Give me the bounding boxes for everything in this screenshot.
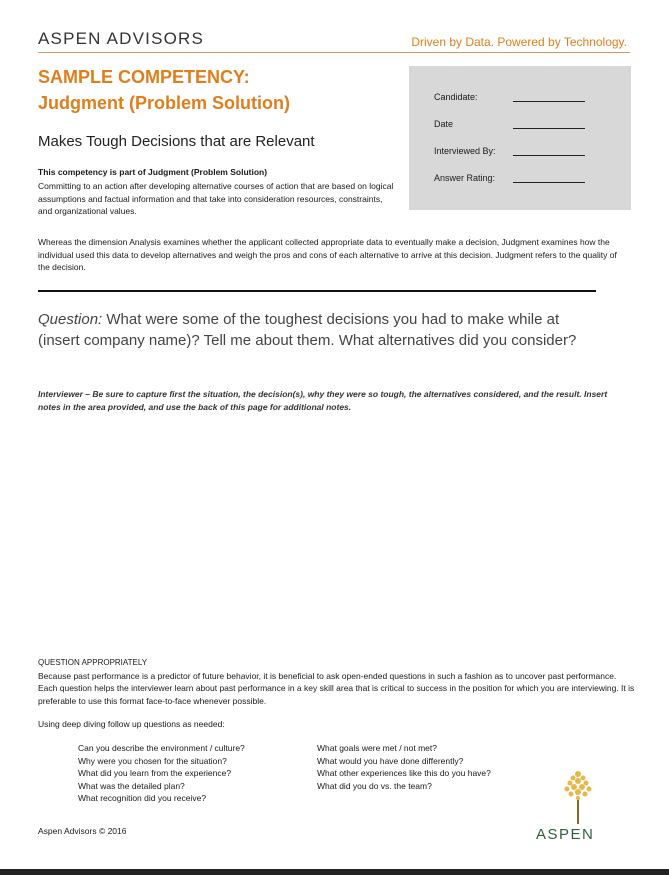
list-item: What would you have done differently? xyxy=(317,755,464,766)
candidate-field[interactable] xyxy=(513,101,585,102)
competency-description: Committing to an action after developing alternative courses of action that are based on logical assumptions and factual information and that take into consideration resources, constraints, and organizational values. xyxy=(38,181,394,217)
question-text: What were some of the toughest decisions you had to make while at (insert company name)? Tell me about them. What alternatives did you consider? xyxy=(38,311,577,349)
analysis-paragraph: Whereas the dimension Analysis examines whether the applicant collected appropriate data to eventually make a decision, Judgment examines how the individual used this data to develop alternatives and weigh the pros and cons of each alternative to arrive at this decision. Judgment refers to the quality of the decision. xyxy=(38,237,617,273)
date-field[interactable] xyxy=(513,128,585,129)
question-appropriately-heading: QUESTION APPROPRIATELY xyxy=(38,658,148,667)
list-item: What recognition did you receive? xyxy=(78,793,207,804)
list-item: What was the detailed plan? xyxy=(78,780,185,791)
competency-heading: Makes Tough Decisions that are Relevant xyxy=(38,133,315,150)
question-label: Question: xyxy=(38,311,103,328)
candidate-info-box xyxy=(409,66,631,210)
candidate-label: Candidate: xyxy=(434,92,478,102)
date-label: Date xyxy=(434,119,454,129)
answer-rating-label: Answer Rating: xyxy=(434,173,496,183)
list-item: Can you describe the environment / culture? xyxy=(78,743,245,753)
interviewer-note: Interviewer – Be sure to capture first the situation, the decision(s), why they were so tough, the alternatives considered, and the result. Insert notes in the area provided, and use the back of this page for additional notes. xyxy=(38,389,608,412)
header-rule xyxy=(38,52,630,53)
deep-diving-intro: Using deep diving follow up questions as needed: xyxy=(38,719,225,729)
title-line-1: SAMPLE COMPETENCY: xyxy=(38,67,250,87)
question xyxy=(38,309,598,351)
list-item: What goals were met / not met? xyxy=(317,743,437,753)
list-item: What did you do vs. the team? xyxy=(317,780,432,791)
interviewed-by-field[interactable] xyxy=(513,155,585,156)
answer-rating-field[interactable] xyxy=(513,182,585,183)
title-line-2: Judgment (Problem Solution) xyxy=(38,93,290,113)
brand-name: ASPEN ADVISORS xyxy=(38,29,205,48)
list-item: What other experiences like this do you have? xyxy=(317,768,491,779)
footer-copyright: Aspen Advisors © 2016 xyxy=(38,826,127,836)
list-item: What did you learn from the experience? xyxy=(78,768,232,779)
followup-list-right xyxy=(317,742,491,792)
followup-list-left xyxy=(78,742,245,805)
aspen-tree-icon xyxy=(558,768,598,824)
competency-part-of: This competency is part of Judgment (Problem Solution) xyxy=(38,167,268,177)
interviewed-by-label: Interviewed By: xyxy=(434,146,496,156)
question-appropriately-body: Because past performance is a predictor of future behavior, it is beneficial to ask open-ended questions in such a fashion as to uncover past performance. Each question helps the interviewer learn about past performance in a key skill area that is critical to success in the position for which you are interviewing. It is preferable to use this format face-to-face whenever possible. xyxy=(38,671,635,706)
tagline: Driven by Data. Powered by Technology. xyxy=(411,35,627,49)
section-divider xyxy=(38,290,596,292)
list-item: Why were you chosen for the situation? xyxy=(78,755,227,766)
aspen-logo-text: ASPEN xyxy=(536,826,595,843)
bottom-border xyxy=(0,869,669,875)
